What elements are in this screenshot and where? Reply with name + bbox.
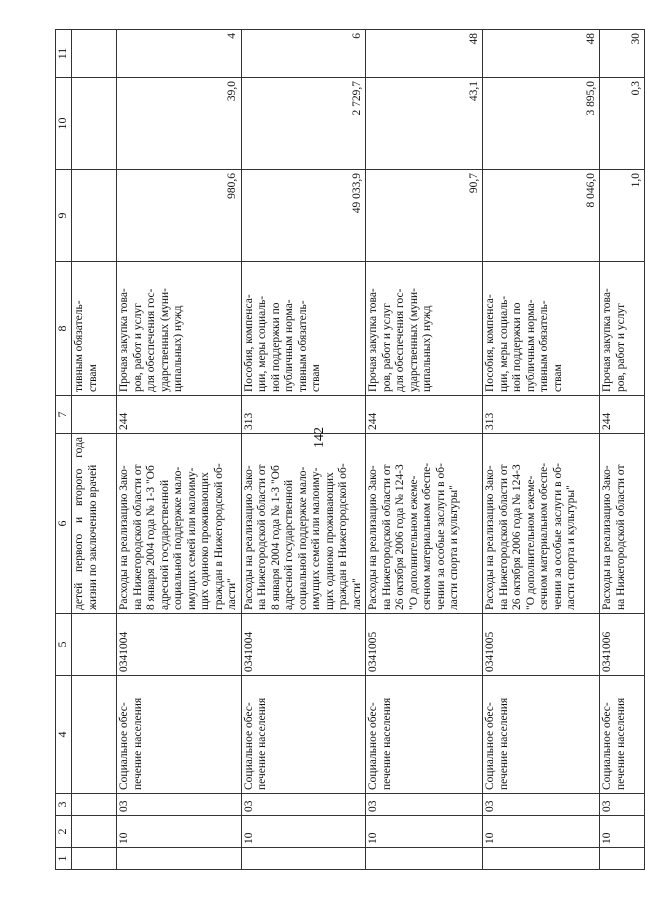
cell-expense-type: Прочая закупка това- ров, работ и услуг для обеспечения гос- ударственных (муни- ципальных) нужд [366, 262, 483, 396]
cell-section: 10 [117, 816, 242, 848]
cell-amount: 8 046,0 [483, 170, 600, 262]
budget-table [55, 29, 645, 870]
cell-amount: 49 033,9 [241, 170, 366, 262]
header-cell: 3 [56, 794, 72, 816]
cell-expense-type: Пособия, компенса- ции, меры социаль- ной поддержки по публичным норма- тивным обязатель- ствам [241, 262, 366, 396]
cell-amount-2: 43,1 [366, 78, 483, 170]
header-cell: 4 [56, 676, 72, 794]
cell-count: 4 [117, 30, 242, 78]
cell-description: Расходы на реализацию Зако- на Нижегородской области от 8 января 2004 года № 1-З "Об адресной государственной социальной поддержке мало- имущих семей или малоиму- щих одиноко проживающих граждан в Нижегородской об- ласти" [117, 434, 242, 614]
cell-section-name: Социальное обес- печение населения [241, 676, 366, 794]
cell-target-code: 0341005 [366, 614, 483, 676]
cell-index [366, 848, 483, 870]
cell-section-name: Социальное обес- печение населения [366, 676, 483, 794]
header-cell: 6 [56, 434, 72, 614]
cell-section-name: Социальное обес- печение населения [483, 676, 600, 794]
cell-expense-code: 244 [600, 396, 645, 434]
cell-amount-2: 39,0 [117, 78, 242, 170]
header-cell: 7 [56, 396, 72, 434]
cell-target-code [72, 614, 117, 676]
table-row [483, 30, 600, 870]
table-row [72, 30, 117, 870]
cell-count: 48 [366, 30, 483, 78]
cell-description: Расходы на реализацию Зако- на Нижегородской области от [600, 434, 645, 614]
header-cell: 9 [56, 170, 72, 262]
cell-expense-code [72, 396, 117, 434]
cell-description: Расходы на реализацию Зако- на Нижегородской области от 26 октября 2006 года № 124-З "О дополнительном ежеме- сячном материальном обеспе- чении за особые заслуги в об- ласти спорта и культуры" [366, 434, 483, 614]
cell-expense-code: 244 [117, 396, 242, 434]
header-cell: 11 [56, 30, 72, 78]
cell-target-code: 0341005 [483, 614, 600, 676]
header-cell: 8 [56, 262, 72, 396]
cell-target-code: 0341004 [117, 614, 242, 676]
cell-description: Расходы на реализацию Зако- на Нижегородской области от 8 января 2004 года № 1-З "Об адресной государственной социальной поддержке мало- имущих семей или малоиму- щих одиноко проживающих граждан в Нижегородской об- ласти" [241, 434, 366, 614]
cell-target-code: 0341004 [241, 614, 366, 676]
header-cell: 1 [56, 848, 72, 870]
cell-subsection: 03 [366, 794, 483, 816]
header-cell: 5 [56, 614, 72, 676]
cell-description: детей первого и второго года жизни по заключению врачей [72, 434, 117, 614]
cell-amount-2: 0,3 [600, 78, 645, 170]
cell-section-name: Социальное обес- печение населения [600, 676, 645, 794]
cell-amount: 90,7 [366, 170, 483, 262]
cell-subsection: 03 [483, 794, 600, 816]
cell-index [600, 848, 645, 870]
cell-subsection: 03 [600, 794, 645, 816]
table-row [366, 30, 483, 870]
cell-section-name: Социальное обес- печение населения [117, 676, 242, 794]
table-row [117, 30, 242, 870]
cell-amount-2 [72, 78, 117, 170]
page-number: 142 [312, 427, 327, 448]
cell-amount: 1,0 [600, 170, 645, 262]
cell-section-name [72, 676, 117, 794]
cell-expense-type: тивным обязатель- ствам [72, 262, 117, 396]
table-row [241, 30, 366, 870]
cell-count: 6 [241, 30, 366, 78]
rotated-table-container [55, 30, 642, 870]
cell-amount-2: 3 895,0 [483, 78, 600, 170]
cell-section: 10 [366, 816, 483, 848]
cell-count: 30 [600, 30, 645, 78]
cell-expense-type: Пособия, компенса- ции, меры социаль- ной поддержки по публичным норма- тивным обязатель- ствам [483, 262, 600, 396]
header-row [56, 30, 72, 870]
cell-count [72, 30, 117, 78]
cell-index [483, 848, 600, 870]
cell-index [72, 848, 117, 870]
cell-amount [72, 170, 117, 262]
cell-subsection: 03 [117, 794, 242, 816]
cell-expense-code: 313 [483, 396, 600, 434]
cell-expense-type: Прочая закупка това- ров, работ и услуг для обеспечения гос- ударственных (муни- ципальных) нужд [117, 262, 242, 396]
cell-index [241, 848, 366, 870]
cell-section [72, 816, 117, 848]
header-cell: 10 [56, 78, 72, 170]
cell-target-code: 0341006 [600, 614, 645, 676]
cell-count: 48 [483, 30, 600, 78]
cell-section: 10 [241, 816, 366, 848]
cell-description: Расходы на реализацию Зако- на Нижегородской области от 26 октября 2006 года № 124-З "О дополнительном ежеме- сячном материальном обеспе- чении за особые заслуги в об- ласти спорта и культуры" [483, 434, 600, 614]
cell-index [117, 848, 242, 870]
table-row [600, 30, 645, 870]
cell-expense-code: 244 [366, 396, 483, 434]
cell-expense-code: 313 [241, 396, 366, 434]
cell-subsection: 03 [241, 794, 366, 816]
cell-amount: 980,6 [117, 170, 242, 262]
cell-amount-2: 2 729,7 [241, 78, 366, 170]
cell-section: 10 [483, 816, 600, 848]
header-cell: 2 [56, 816, 72, 848]
cell-expense-type: Прочая закупка това- ров, работ и услуг [600, 262, 645, 396]
cell-section: 10 [600, 816, 645, 848]
cell-subsection [72, 794, 117, 816]
